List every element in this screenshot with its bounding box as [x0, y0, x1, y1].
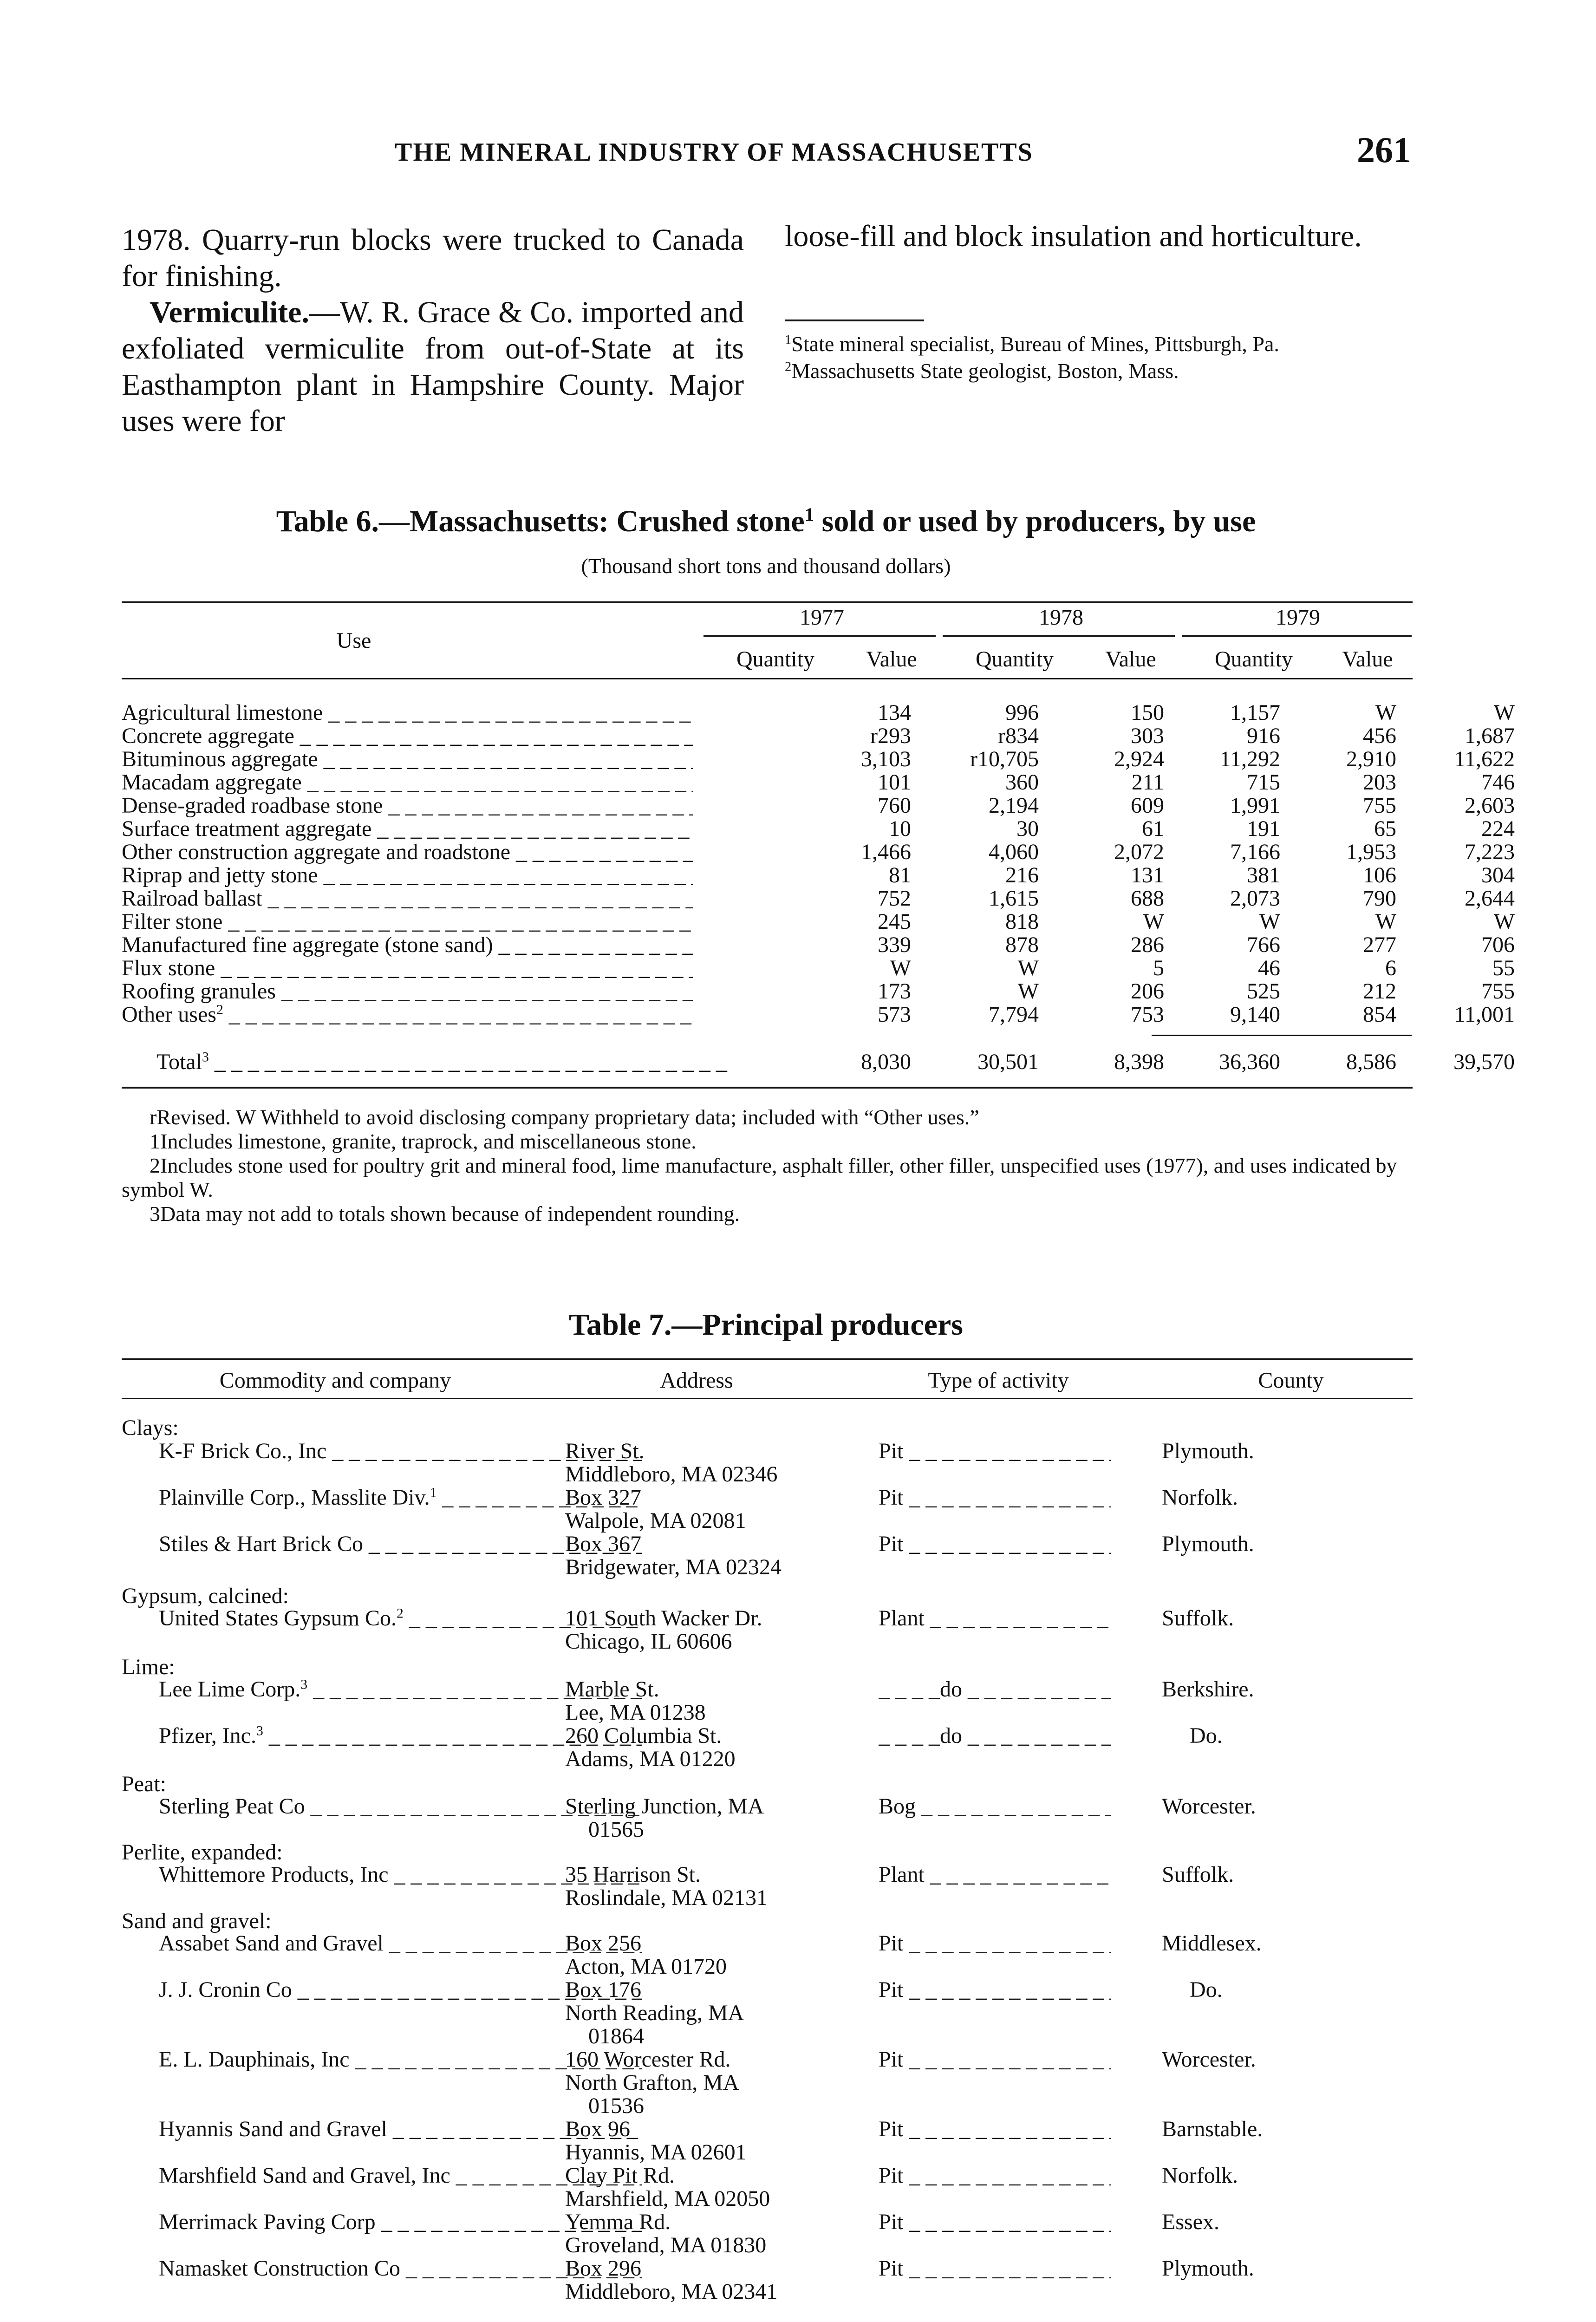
activity-type: Pit _ _ _ — [879, 2164, 1111, 2187]
table-cell: 81 — [889, 863, 911, 887]
company-name: Lee Lime Corp.$^3$ _ _ _ — [159, 1678, 642, 1701]
table-cell: 5 — [1153, 956, 1164, 980]
vermiculite-text: W. R. Grace & Co. imported and exfoliated vermiculite from out-of-State at its Easthampton plant in Hampshire County. Major uses were for — [122, 295, 744, 438]
table-cell: 456 — [1363, 724, 1396, 748]
table6-header-rule — [122, 678, 1413, 679]
table-cell: r834 — [998, 724, 1039, 748]
address-line: 35 Harrison St. — [565, 1862, 701, 1887]
table-cell: 1,991 — [1230, 793, 1280, 818]
address-line: Box 96 — [565, 2117, 631, 2141]
address-line: 101 South Wacker Dr. — [565, 1606, 762, 1631]
table-cell: 203 — [1363, 770, 1396, 795]
table-cell: 173 — [878, 979, 911, 1004]
table-cell: 8,030 — [861, 1050, 911, 1074]
address-line: Box 327 — [565, 1485, 642, 1510]
table6-span-rule — [704, 635, 936, 637]
county: Norfolk. — [1162, 1485, 1238, 1510]
address-line: Lee, MA 01238 — [565, 1700, 706, 1725]
company-name: Hyannis Sand and Gravel _ _ _ — [159, 2118, 642, 2141]
county: Middlesex. — [1162, 1931, 1262, 1956]
table-cell: 65 — [1374, 816, 1396, 841]
table6-row — [122, 933, 1515, 957]
table-cell: 61 — [1142, 816, 1164, 841]
table6-note: 2Includes stone used for poultry grit and mineral food, lime manufacture, asphalt filler, other filler, unspecified uses (1977), and uses indicated by symbol W. — [122, 1154, 1397, 1201]
table-cell: 2,644 — [1465, 886, 1515, 911]
company-name: Merrimack Paving Corp _ _ _ — [159, 2211, 642, 2234]
address-line: 01536 — [588, 2094, 644, 2118]
address — [565, 1978, 844, 2048]
table6-row — [122, 1002, 1515, 1027]
address — [565, 2118, 844, 2164]
company-name: Stiles & Hart Brick Co _ _ _ — [159, 1533, 642, 1556]
address-line: River St. — [565, 1439, 645, 1463]
table6-top-rule — [122, 601, 1413, 603]
table-cell: 2,924 — [1114, 747, 1164, 771]
company-name: K-F Brick Co., Inc _ _ _ — [159, 1440, 642, 1463]
table-cell: 7,166 — [1230, 840, 1280, 864]
activity-type: Pit _ _ _ — [879, 2257, 1111, 2280]
use-label: Macadam aggregate _ _ _ — [122, 771, 693, 794]
address-line: Box 176 — [565, 1977, 642, 2002]
county: Plymouth. — [1162, 1439, 1254, 1463]
table-cell: 339 — [878, 933, 911, 957]
table7-col-county: County — [1258, 1368, 1324, 1393]
activity-type: Pit _ _ _ — [879, 1440, 1111, 1463]
use-label: Concrete aggregate _ _ _ — [122, 724, 693, 748]
table-cell: W — [1375, 700, 1396, 725]
activity-type: Pit _ _ _ — [879, 1932, 1111, 1955]
table-cell: 11,292 — [1219, 747, 1280, 771]
activity-type: Bog _ _ _ — [879, 1795, 1111, 1818]
commodity-heading: Gypsum, calcined: — [122, 1584, 289, 1608]
table-cell: 303 — [1131, 724, 1164, 748]
table-cell: 755 — [1481, 979, 1515, 1004]
address — [565, 2164, 844, 2211]
use-label: Other construction aggregate and roadstone _ _ _ — [122, 841, 693, 864]
table6-note: 3Data may not add to totals shown because of independent rounding. — [150, 1202, 740, 1226]
address — [565, 1607, 844, 1653]
address — [565, 1932, 844, 1978]
table-cell: W — [1493, 700, 1515, 725]
commodity-heading: Peat: — [122, 1772, 166, 1796]
address-line: 01864 — [588, 2024, 644, 2048]
table6-bottom-rule — [122, 1087, 1413, 1089]
table-cell: 134 — [878, 700, 911, 725]
table7-title: Table 7.—Principal producers — [569, 1308, 963, 1342]
county: Plymouth. — [1162, 1532, 1254, 1556]
table-cell: r10,705 — [970, 747, 1039, 771]
table6-use-header: Use — [336, 628, 371, 653]
use-label: Riprap and jetty stone _ _ _ — [122, 864, 693, 887]
address-line: Bridgewater, MA 02324 — [565, 1555, 782, 1579]
address-line: Hyannis, MA 02601 — [565, 2140, 747, 2165]
table6-year-1979: 1979 — [1276, 605, 1320, 630]
commodity-heading: Sand and gravel: — [122, 1909, 272, 1933]
address-line: Acton, MA 01720 — [565, 1954, 727, 1979]
table-cell: 1,466 — [861, 840, 911, 864]
table-cell: 6 — [1385, 956, 1396, 980]
use-label: Dense-graded roadbase stone _ _ _ — [122, 794, 693, 817]
company-name: J. J. Cronin Co _ _ _ — [159, 1978, 642, 2002]
table-cell: 106 — [1363, 863, 1396, 887]
address-line: Middleboro, MA 02341 — [565, 2279, 778, 2304]
address — [565, 2048, 844, 2118]
table-cell: 2,072 — [1114, 840, 1164, 864]
company-name: Pfizer, Inc.$^3$ _ _ _ — [159, 1724, 642, 1748]
table6-row — [122, 956, 1515, 980]
address-line: Adams, MA 01220 — [565, 1747, 736, 1771]
address-line: North Grafton, MA — [565, 2070, 739, 2095]
activity-type: Pit _ _ _ — [879, 2211, 1111, 2234]
table-cell: 755 — [1363, 793, 1396, 818]
left-paragraph-1: 1978. Quarry-run blocks were trucked to Canada for finishing. — [122, 223, 744, 293]
table-cell: 878 — [1005, 933, 1039, 957]
table-cell: W — [1143, 909, 1164, 934]
table-cell: 46 — [1258, 956, 1280, 980]
table-cell: 30 — [1016, 816, 1039, 841]
commodity-heading: Clays: — [122, 1415, 179, 1440]
table-cell: 191 — [1247, 816, 1280, 841]
table-cell: 996 — [1005, 700, 1039, 725]
address-line: Marshfield, MA 02050 — [565, 2186, 770, 2211]
use-label: Roofing granules _ _ _ — [122, 980, 693, 1003]
table-cell: 4,060 — [989, 840, 1039, 864]
address-line: Groveland, MA 01830 — [565, 2233, 767, 2257]
table-cell: 573 — [878, 1002, 911, 1027]
left-paragraph-2 — [122, 294, 744, 439]
table-cell: 706 — [1481, 933, 1515, 957]
use-label: Railroad ballast _ _ _ — [122, 887, 693, 910]
table-cell: 245 — [878, 909, 911, 934]
county: Do. — [1190, 1977, 1223, 2002]
table-cell: r293 — [870, 724, 911, 748]
table-cell: 10 — [889, 816, 911, 841]
table6-year-1978: 1978 — [1039, 605, 1083, 630]
table-cell: 525 — [1247, 979, 1280, 1004]
table-cell: 766 — [1247, 933, 1280, 957]
address — [565, 1533, 844, 1579]
table-cell: 916 — [1247, 724, 1280, 748]
address — [565, 2211, 844, 2257]
address-line: Roslindale, MA 02131 — [565, 1885, 768, 1910]
company-name: Plainville Corp., Masslite Div.$^1$ _ _ _ — [159, 1486, 642, 1509]
author-footnote: $^1$State mineral specialist, Bureau of Mines, Pittsburgh, Pa. — [785, 332, 1279, 356]
activity-type: Pit _ _ _ — [879, 1486, 1111, 1509]
left-column — [122, 222, 744, 439]
address-line: Box 296 — [565, 2256, 642, 2281]
address-line: Marble St. — [565, 1677, 659, 1702]
county: Suffolk. — [1162, 1862, 1234, 1887]
activity-type: Pit _ _ _ — [879, 1978, 1111, 2002]
address-line: 260 Columbia St. — [565, 1723, 722, 1748]
table-cell: 609 — [1131, 793, 1164, 818]
table-cell: 1,615 — [989, 886, 1039, 911]
table-cell: 360 — [1005, 770, 1039, 795]
vermiculite-heading: Vermiculite.— — [150, 295, 340, 329]
table-cell: 39,570 — [1453, 1050, 1515, 1074]
footnote-rule — [785, 320, 924, 321]
company-name: Marshfield Sand and Gravel, Inc _ _ _ — [159, 2164, 642, 2187]
table-cell: 55 — [1492, 956, 1515, 980]
table-cell: 818 — [1005, 909, 1039, 934]
table-cell: 7,223 — [1465, 840, 1515, 864]
table-cell: 224 — [1481, 816, 1515, 841]
county: Barnstable. — [1162, 2117, 1263, 2141]
table6-note: 1Includes limestone, granite, traprock, and miscellaneous stone. — [150, 1129, 697, 1153]
use-label: Surface treatment aggregate _ _ _ — [122, 817, 693, 841]
table6-row — [122, 793, 1515, 818]
table-cell: 854 — [1363, 1002, 1396, 1027]
table7-col-company: Commodity and company — [219, 1368, 451, 1393]
activity-type: Pit _ _ _ — [879, 2118, 1111, 2141]
table6-total-rule — [1152, 1035, 1412, 1036]
use-label: Manufactured fine aggregate (stone sand) _ _ _ — [122, 933, 693, 957]
address — [565, 1724, 844, 1771]
county: Suffolk. — [1162, 1606, 1234, 1631]
table6-span-rule — [943, 635, 1175, 637]
table-cell: 2,603 — [1465, 793, 1515, 818]
table-cell: 2,194 — [989, 793, 1039, 818]
table6-col-value: Value — [866, 647, 917, 672]
company-name: Assabet Sand and Gravel _ _ _ — [159, 1932, 642, 1955]
table6-row — [122, 724, 1515, 748]
table6-row — [122, 816, 1515, 841]
table-cell: 277 — [1363, 933, 1396, 957]
table-cell: 2,910 — [1346, 747, 1396, 771]
table6-title: Table 6.—Massachusetts: Crushed stone$^1$ sold or used by producers, by use — [276, 504, 1256, 538]
table7-col-activity: Type of activity — [928, 1368, 1069, 1393]
table-cell: 212 — [1363, 979, 1396, 1004]
table-cell: 9,140 — [1230, 1002, 1280, 1027]
table6-col-value: Value — [1105, 647, 1156, 672]
address-line: Clay Pit Rd. — [565, 2163, 675, 2188]
table6-notes — [122, 1105, 1417, 1226]
table-cell: 1,953 — [1346, 840, 1396, 864]
use-label: Flux stone _ _ _ — [122, 957, 693, 980]
table-cell: 746 — [1481, 770, 1515, 795]
table7-top-rule — [122, 1358, 1413, 1360]
table6-row — [122, 909, 1515, 934]
table-cell: 206 — [1131, 979, 1164, 1004]
county: Plymouth. — [1162, 2256, 1254, 2281]
county: Worcester. — [1162, 1794, 1256, 1819]
table-cell: W — [1375, 909, 1396, 934]
total-label: Total$^3$ _ _ _ — [156, 1050, 728, 1074]
address — [565, 1795, 844, 1841]
table6-subtitle: (Thousand short tons and thousand dollars) — [581, 554, 951, 578]
table-cell: 688 — [1131, 886, 1164, 911]
address — [565, 1440, 844, 1486]
table-cell: 101 — [878, 770, 911, 795]
table-cell: 760 — [878, 793, 911, 818]
address-line: Box 367 — [565, 1532, 642, 1556]
table6-col-quantity: Quantity — [1215, 647, 1293, 672]
activity-type: _ _ _ _do _ _ _ — [879, 1678, 1111, 1701]
table-cell: 11,622 — [1454, 747, 1515, 771]
table-cell: 790 — [1363, 886, 1396, 911]
address-line: North Reading, MA — [565, 2001, 744, 2025]
table-cell: 36,360 — [1219, 1050, 1280, 1074]
table-cell: 2,073 — [1230, 886, 1280, 911]
table-cell: 8,398 — [1114, 1050, 1164, 1074]
company-name: Sterling Peat Co _ _ _ — [159, 1795, 642, 1818]
address-line: 160 Worcester Rd. — [565, 2047, 731, 2072]
county: Do. — [1190, 1723, 1223, 1748]
table6-row — [122, 770, 1515, 795]
table-cell: W — [890, 956, 911, 980]
county: Essex. — [1162, 2210, 1219, 2234]
activity-type: Pit _ _ _ — [879, 2048, 1111, 2071]
table-cell: 131 — [1131, 863, 1164, 887]
table6-row — [122, 979, 1515, 1004]
table-cell: 3,103 — [861, 747, 911, 771]
commodity-heading: Lime: — [122, 1655, 175, 1679]
use-label: Agricultural limestone _ _ _ — [122, 701, 693, 724]
table6-row — [122, 700, 1515, 725]
table-cell: 211 — [1131, 770, 1164, 795]
table-cell: W — [1017, 956, 1039, 980]
address-line: Chicago, IL 60606 — [565, 1629, 732, 1654]
table6-span-rule — [1182, 635, 1412, 637]
address — [565, 1863, 844, 1910]
table6-year-1977: 1977 — [800, 605, 844, 630]
author-footnotes — [785, 331, 1407, 385]
right-paragraph-1: loose-fill and block insulation and horticulture. — [785, 219, 1362, 253]
table6-row — [122, 840, 1515, 864]
county: Berkshire. — [1162, 1677, 1254, 1702]
table-cell: W — [1017, 979, 1039, 1004]
address — [565, 2257, 844, 2303]
table-cell: 150 — [1131, 700, 1164, 725]
table-cell: 1,157 — [1230, 700, 1280, 725]
county: Norfolk. — [1162, 2163, 1238, 2188]
address-line: Middleboro, MA 02346 — [565, 1462, 778, 1487]
address-line: Yemma Rd. — [565, 2210, 671, 2234]
activity-type: Plant _ _ _ — [879, 1607, 1111, 1630]
table-cell: 11,001 — [1454, 1002, 1515, 1027]
activity-type: Plant _ _ _ — [879, 1863, 1111, 1886]
author-footnote: $^2$Massachusetts State geologist, Boston, Mass. — [785, 359, 1179, 383]
table-cell: 216 — [1005, 863, 1039, 887]
table-cell: 381 — [1247, 863, 1280, 887]
company-name: Namasket Construction Co _ _ _ — [159, 2257, 642, 2280]
table-cell: 286 — [1131, 933, 1164, 957]
table7-col-address: Address — [660, 1368, 733, 1393]
right-column — [785, 218, 1407, 254]
company-name: United States Gypsum Co.$^2$ _ _ _ — [159, 1607, 642, 1630]
table6-row — [122, 747, 1515, 771]
table-cell: 7,794 — [989, 1002, 1039, 1027]
running-title: THE MINERAL INDUSTRY OF MASSACHUSETTS — [395, 138, 1033, 167]
table6-col-value: Value — [1342, 647, 1393, 672]
address-line: Walpole, MA 02081 — [565, 1508, 746, 1533]
page-number: 261 — [1357, 130, 1411, 170]
table6-note: rRevised. W Withheld to avoid disclosing company proprietary data; included with “Other uses.” — [150, 1105, 979, 1129]
table-cell: W — [1493, 909, 1515, 934]
table6-row — [122, 863, 1515, 887]
activity-type: Pit _ _ _ — [879, 1533, 1111, 1556]
company-name: Whittemore Products, Inc _ _ _ — [159, 1863, 642, 1886]
table-cell: 752 — [878, 886, 911, 911]
commodity-heading: Perlite, expanded: — [122, 1840, 283, 1865]
table-cell: 8,586 — [1346, 1050, 1396, 1074]
table-cell: 304 — [1481, 863, 1515, 887]
table6-col-quantity: Quantity — [976, 647, 1054, 672]
use-label: Other uses$^2$ _ _ _ — [122, 1003, 693, 1026]
address-line: Sterling Junction, MA — [565, 1794, 764, 1819]
table6-row — [122, 886, 1515, 911]
address — [565, 1678, 844, 1724]
use-label: Bituminous aggregate _ _ _ — [122, 748, 693, 771]
address-line: Box 256 — [565, 1931, 642, 1956]
table-cell: 1,687 — [1465, 724, 1515, 748]
activity-type: _ _ _ _do _ _ _ — [879, 1724, 1111, 1748]
table-cell: 30,501 — [977, 1050, 1039, 1074]
address-line: 01565 — [588, 1817, 644, 1842]
table7-header-rule — [122, 1398, 1413, 1399]
table-cell: 715 — [1247, 770, 1280, 795]
company-name: E. L. Dauphinais, Inc _ _ _ — [159, 2048, 642, 2071]
use-label: Filter stone _ _ _ — [122, 910, 693, 933]
county: Worcester. — [1162, 2047, 1256, 2072]
address — [565, 1486, 844, 1533]
table6-col-quantity: Quantity — [736, 647, 814, 672]
table6-total-row — [122, 1050, 1515, 1074]
table-cell: W — [1259, 909, 1280, 934]
table-cell: 753 — [1131, 1002, 1164, 1027]
